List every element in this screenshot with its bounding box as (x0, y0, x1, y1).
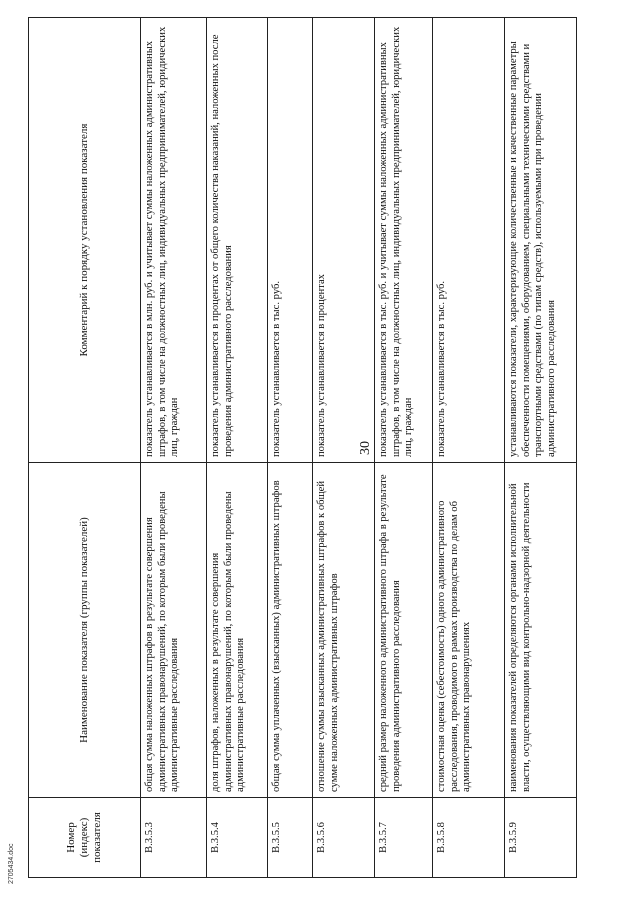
header-comment: Комментарий к порядку установления показателя (29, 18, 141, 463)
row-number: В.3.5.4 (207, 798, 268, 878)
row-number: В.3.5.7 (375, 798, 433, 878)
row-comment: показатель устанавливается в тыс. руб. (268, 18, 313, 463)
row-comment: показатель устанавливается в процентах от общего количества наказаний, наложенных после проведения административного расследования (207, 18, 268, 463)
row-name: общая сумма уплаченных (взысканных) административных штрафов (268, 463, 313, 798)
row-number: В.3.5.6 (313, 798, 375, 878)
row-name: доля штрафов, наложенных в результате совершения административных правонарушений, по которым были проведены административные расследования (207, 463, 268, 798)
row-comment: показатель устанавливается в тыс. руб. (433, 18, 505, 463)
row-number: В.3.5.5 (268, 798, 313, 878)
row-comment: устанавливаются показатели, характеризующие количественные и качественные параметры обеспеченности помещениями, оборудованием, специальными техническими средствами и транспортными средствами (по типам средств), используемыми при проведении административного расследования (505, 18, 577, 463)
document-file-code: 2705434.doc (8, 843, 15, 884)
table-row (505, 18, 577, 878)
row-name: средний размер наложенного административного штрафа в результате проведения административного расследования (375, 463, 433, 798)
row-name: общая сумма наложенных штрафов в результате совершения административных правонарушений, по которым были проведены административные расследования (141, 463, 207, 798)
table-header-row (29, 18, 141, 878)
row-number: В.3.5.8 (433, 798, 505, 878)
indicators-table (28, 17, 577, 878)
row-number: В.3.5.9 (505, 798, 577, 878)
table-row (141, 18, 207, 878)
table-row (433, 18, 505, 878)
row-name: стоимостная оценка (себестоимость) одного административного расследования, проводимого в рамках производства по делам об административных правонарушениях (433, 463, 505, 798)
page-number: 30 (358, 441, 373, 455)
row-comment: показатель устанавливается в тыс. руб. и учитывает суммы наложенных административных штрафов, в том числе на должностных лиц, индивидуальных предпринимателей, юридических лиц, граждан (375, 18, 433, 463)
header-name: Наименование показателя (группы показателей) (29, 463, 141, 798)
row-comment: показатель устанавливается в млн. руб. и учитывает суммы наложенных административных штрафов, в том числе на должностных лиц, индивидуальных предпринимателей, юридических лиц, граждан (141, 18, 207, 463)
row-name: наименования показателей определяются органами исполнительной власти, осуществляющими вид контрольно-надзорной деятельности (505, 463, 577, 798)
table-row (207, 18, 268, 878)
header-number: Номер (индекс) показателя (29, 798, 141, 878)
row-name: отношение суммы взысканных административных штрафов к общей сумме наложенных административных штрафов (313, 463, 375, 798)
rotated-page-content (28, 18, 608, 878)
row-comment: показатель устанавливается в процентах (313, 18, 375, 463)
table-row (375, 18, 433, 878)
row-number: В.3.5.3 (141, 798, 207, 878)
table-row (268, 18, 313, 878)
